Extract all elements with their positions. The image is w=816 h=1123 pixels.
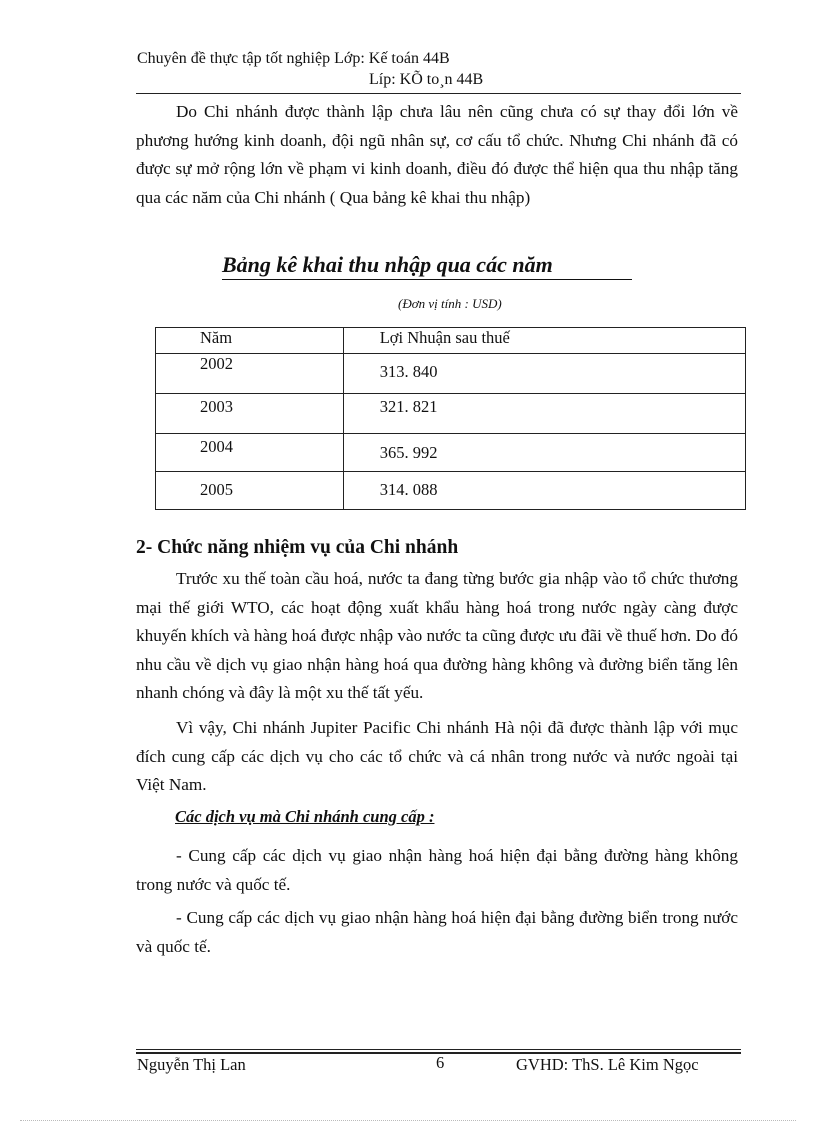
income-table [155,327,746,510]
section-paragraph-2: Vì vậy, Chi nhánh Jupiter Pacific Chi nhánh Hà nội đã được thành lập với mục đích cung cấp các dịch vụ cho các tổ chức và cá nhân trong nước và nước ngoài tại Việt Nam. [136,718,738,794]
footer-divider [136,1049,741,1050]
cell-profit: 314. 088 [343,472,745,510]
intro-paragraph: Do Chi nhánh được thành lập chưa lâu nên cũng chưa có sự thay đổi lớn về phương hướng kinh doanh, đội ngũ nhân sự, cơ cấu tổ chức. Nhưng Chi nhánh đã có được sự mở rộng lớn về phạm vi kinh doanh, điều đó được thể hiện qua thu nhập tăng qua các năm của Chi nhánh ( Qua bảng kê khai thu nhập) [136,102,738,207]
service-item: - Cung cấp các dịch vụ giao nhận hàng hoá hiện đại bằng đường biển trong nước và quốc tế. [136,908,738,956]
section-heading: 2- Chức năng nhiệm vụ của Chi nhánh [136,537,459,558]
service-item: - Cung cấp các dịch vụ giao nhận hàng hoá hiện đại bằng đường hàng không trong nước và quốc tế. [136,846,738,894]
page-number: 6 [436,1053,445,1072]
table-row [156,434,746,472]
cell-year: 2003 [156,394,344,434]
table-row [156,394,746,434]
cell-year: 2005 [156,472,344,510]
cell-profit: 313. 840 [343,354,745,394]
header-year: Năm [156,328,344,354]
footer-author: Nguyễn Thị Lan [137,1055,246,1074]
header-divider [136,93,741,94]
unit-note: (Đơn vị tính : USD) [398,296,502,311]
header-profit: Lợi Nhuận sau thuế [343,328,745,354]
table-row [156,354,746,394]
table-row [156,472,746,510]
cell-year: 2002 [156,354,344,394]
cell-profit: 365. 992 [343,434,745,472]
table-title: Bảng kê khai thu nhập qua các năm [222,252,632,280]
cell-year: 2004 [156,434,344,472]
section-paragraph-1: Trước xu thế toàn cầu hoá, nước ta đang từng bước gia nhập vào tổ chức thương mại thế giới WTO, các hoạt động xuất khẩu hàng hoá trong nước ngày càng được khuyến khích và hàng hoá được nhập vào nước ta cũng được ưu đãi về thuế hơn. Do đó nhu cầu về dịch vụ giao nhận hàng hoá qua đường hàng không và đường biển tăng lên nhanh chóng và đây là một xu thế tất yếu. [136,569,738,702]
header-line-1: Chuyên đề thực tập tốt nghiệp Lớp: Kế toán 44B [137,50,450,67]
table-header-row [156,328,746,354]
services-heading: Các dịch vụ mà Chi nhánh cung cấp : [175,807,435,826]
header-line-2: Líp: KÕ to¸n 44B [369,71,484,88]
cell-profit: 321. 821 [343,394,745,434]
page-edge [20,1120,796,1121]
footer-advisor: GVHD: ThS. Lê Kim Ngọc [516,1055,699,1074]
